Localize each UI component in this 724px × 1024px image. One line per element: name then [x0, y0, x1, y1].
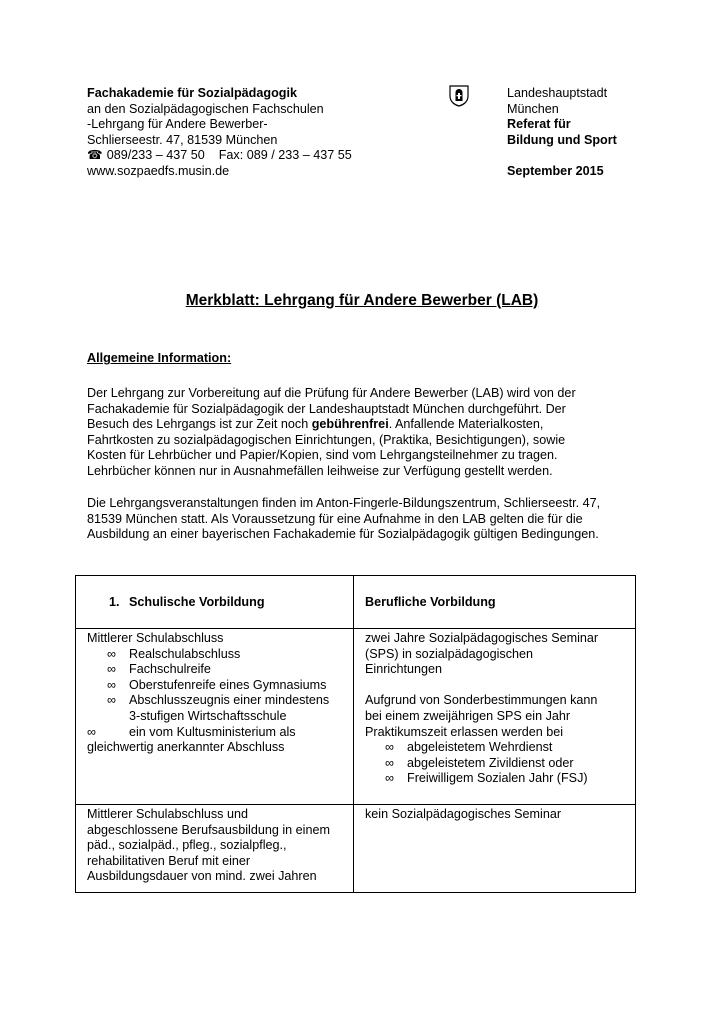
org-address: Schlierseestr. 47, 81539 München: [87, 132, 278, 147]
cell-line: Mittlerer Schulabschluss und: [87, 807, 248, 821]
list-item-text: ein vom Kultusministerium als: [129, 724, 296, 739]
paragraph-line: Lehrbücher können nur in Ausnahmefällen leihweise zur Verfügung gestellt werden.: [87, 463, 553, 478]
list-item: [87, 678, 347, 694]
cell-line: Ausbildungsdauer von mind. zwei Jahren: [87, 869, 317, 884]
cell-line: bei einem zweijährigen SPS ein Jahr: [365, 708, 571, 723]
paragraph-general-info: [87, 386, 647, 480]
list-item-text: Fachschulreife: [129, 662, 211, 677]
cell-line: (SPS) in sozialpädagogischen: [365, 646, 534, 661]
bullet-icon: ∞: [107, 646, 116, 661]
school-requirements-cell: [76, 805, 354, 893]
professional-requirements-cell: [354, 805, 636, 893]
cell-line: zwei Jahre Sozialpädagogisches Seminar: [365, 631, 599, 645]
list-item: [87, 647, 347, 663]
bullet-icon: ∞: [385, 771, 394, 786]
paragraph-line: Fachakademie für Sozialpädagogik der Landeshauptstadt München durchgeführt. Der: [87, 401, 566, 416]
requirements-table: [75, 575, 636, 893]
school-requirements-cell: [76, 629, 354, 805]
website-link[interactable]: www.sozpaedfs.musin.de: [87, 163, 230, 178]
city-line-2: München: [507, 101, 559, 116]
table-row: [76, 805, 636, 893]
paragraph-line: Der Lehrgang zur Vorbereitung auf die Prüfung für Andere Bewerber (LAB) wird von der: [87, 386, 576, 400]
bullet-icon: ∞: [107, 677, 116, 692]
department-line-2: Bildung und Sport: [507, 132, 617, 147]
bullet-icon: ∞: [107, 662, 116, 677]
org-name: Fachakademie für Sozialpädagogik: [87, 86, 297, 100]
list-item-continuation: 3-stufigen Wirtschaftsschule: [129, 708, 287, 723]
cell-line: Einrichtungen: [365, 662, 443, 677]
list-item: [87, 725, 347, 741]
cell-line: päd., sozialpäd., pfleg., sozialpfleg.,: [87, 838, 287, 853]
cell-line: rehabilitativen Beruf mit einer: [87, 853, 251, 868]
bullet-icon: ∞: [107, 693, 116, 708]
list-item-text: Realschulabschluss: [129, 646, 241, 661]
city-line-1: Landeshauptstadt: [507, 86, 608, 100]
list-item-text: Abschlusszeugnis einer mindestens: [129, 693, 330, 708]
header-cell-school: [76, 576, 354, 629]
table-row: [76, 629, 636, 805]
cell-line: abgeschlossene Berufsausbildung in einem: [87, 822, 330, 837]
paragraph-line: 81539 München statt. Als Voraussetzung für eine Aufnahme in den LAB gelten die für die: [87, 511, 583, 526]
phone-number: 089/233 – 437 50: [106, 148, 205, 163]
contact-line: [87, 148, 427, 164]
list-item: [87, 662, 347, 678]
list-item: [87, 693, 347, 709]
list-item-text: Freiwilligem Sozialen Jahr (FSJ): [407, 771, 588, 786]
org-line-3: -Lehrgang für Andere Bewerber-: [87, 117, 268, 132]
header-number: 1.: [109, 595, 120, 610]
list-item-text: abgeleistetem Wehrdienst: [407, 740, 553, 755]
authority-block: [507, 86, 697, 180]
munich-coat-of-arms-icon: [449, 85, 469, 107]
text-span: Besuch des Lehrgangs ist zur Zeit noch: [87, 417, 312, 432]
cell-title: Mittlerer Schulabschluss: [87, 631, 224, 645]
list-item: [365, 771, 629, 787]
list-item-continuation: gleichwertig anerkannter Abschluss: [87, 740, 285, 755]
header-label-school: Schulische Vorbildung: [129, 595, 265, 610]
professional-requirements-cell: [354, 629, 636, 805]
fee-free-emphasis: gebührenfrei: [311, 417, 389, 432]
cell-line: Aufgrund von Sonderbestimmungen kann: [365, 693, 598, 708]
paragraph-line: Die Lehrgangsveranstaltungen finden im Anton-Fingerle-Bildungszentrum, Schlierseestr. 47,: [87, 496, 601, 510]
fax-number: Fax: 089 / 233 – 437 55: [218, 148, 352, 163]
phone-icon: ☎: [87, 148, 103, 163]
paragraph-line: Kosten für Lehrbücher und Papier/Kopien, sind vom Lehrgangsteilnehmer zu tragen.: [87, 448, 558, 463]
bullet-icon: ∞: [385, 755, 394, 770]
header-label-professional: Berufliche Vorbildung: [365, 595, 496, 610]
section-heading: Allgemeine Information:: [87, 351, 232, 365]
paragraph-line: Fahrtkosten zu sozialpädagogischen Einrichtungen, (Praktika, Besichtigungen), sowie: [87, 432, 566, 447]
paragraph-line: [87, 417, 647, 433]
list-item-text: abgeleistetem Zivildienst oder: [407, 755, 574, 770]
list-item-text: Oberstufenreife eines Gymnasiums: [129, 677, 327, 692]
sender-block: [87, 86, 427, 180]
bullet-icon: ∞: [385, 740, 394, 755]
org-line-2: an den Sozialpädagogischen Fachschulen: [87, 101, 324, 116]
list-item: [365, 756, 629, 772]
cell-line: kein Sozialpädagogisches Seminar: [365, 807, 562, 821]
paragraph-location: [87, 496, 647, 543]
paragraph-line: Ausbildung an einer bayerischen Fachakademie für Sozialpädagogik gültigen Bedingungen.: [87, 527, 599, 542]
table-header-row: [76, 576, 636, 629]
document-date: September 2015: [507, 163, 604, 178]
text-span: . Anfallende Materialkosten,: [388, 417, 544, 432]
document-title: Merkblatt: Lehrgang für Andere Bewerber (LAB): [185, 292, 539, 309]
header-cell-professional: [354, 576, 636, 629]
department-line-1: Referat für: [507, 117, 571, 132]
cell-line: Praktikumszeit erlassen werden bei: [365, 724, 564, 739]
bullet-icon: ∞: [87, 724, 96, 739]
list-item: [365, 740, 629, 756]
